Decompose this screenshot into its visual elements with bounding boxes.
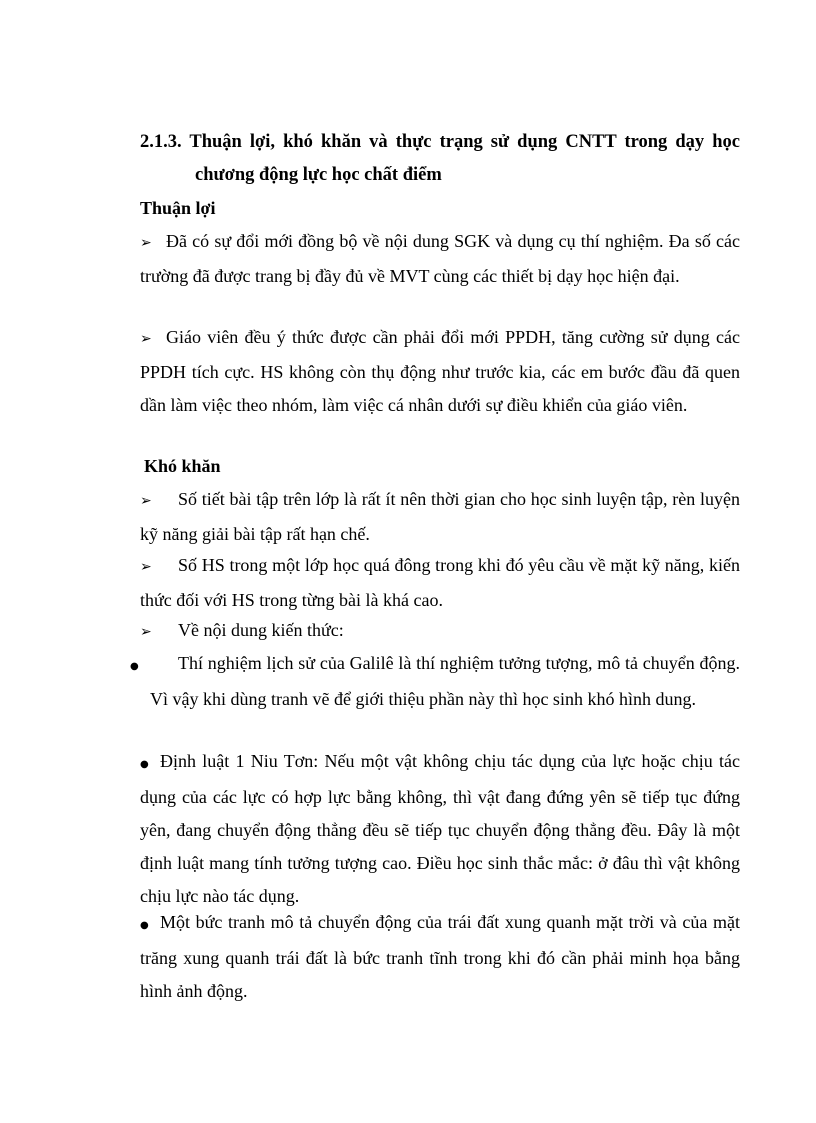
knowledge-point-1 [130,647,740,716]
knowledge-text-1: Thí nghiệm lịch sử của Galilê là thí nghiệm tưởng tượng, mô tả chuyển động. Vì vậy khi dùng tranh vẽ để giới thiệu phần này thì học sinh khó hình dung. [150,653,740,709]
knowledge-point-2 [140,745,740,913]
arrow-bullet-icon: ➢ [140,493,152,509]
bullet-icon: ● [140,920,149,931]
bullet-icon: ● [130,661,139,672]
knowledge-text-2: Định luật 1 Niu Tơn: Nếu một vật không chịu tác dụng của lực hoặc chịu tác dụng của các lực có hợp lực bằng không, thì vật đang đứng yên sẽ tiếp tục đứng yên, đang chuyển động thẳng đều sẽ tiếp tục chuyển động thẳng đều. Đây là một định luật mang tính tưởng tượng cao. Điều học sinh thắc mắc: ở đâu thì vật không chịu lực nào tác dụng. [140,751,740,906]
difficulty-text-1: Số tiết bài tập trên lớp là rất ít nên thời gian cho học sinh luyện tập, rèn luyện kỹ năng giải bài tập rất hạn chế. [140,489,740,544]
arrow-bullet-icon: ➢ [140,235,152,251]
section-heading-line1: 2.1.3. Thuận lợi, khó khăn và thực trạng sử dụng CNTT trong dạy học [140,132,740,152]
knowledge-text-3: Một bức tranh mô tả chuyển động của trái đất xung quanh mặt trời và của mặt trăng xung quanh trái đất là bức tranh tĩnh trong khi đó cần phải minh họa bằng hình ảnh động. [140,912,740,1001]
bullet-icon: ● [140,759,149,770]
difficulty-text-3: Về nội dung kiến thức: [178,620,344,640]
difficulty-item-1 [140,483,740,551]
advantages-title: Thuận lợi [140,198,216,218]
advantage-text-1: Đã có sự đổi mới đồng bộ về nội dung SGK và dụng cụ thí nghiệm. Đa số các trường đã được trang bị đầy đủ về MVT cùng các thiết bị dạy học hiện đại. [140,231,740,286]
arrow-bullet-icon: ➢ [140,624,152,640]
section-heading [140,126,740,192]
section-heading-line2: chương động lực học chất điểm [195,165,442,185]
arrow-bullet-icon: ➢ [140,559,152,575]
difficulties-title: Khó khăn [144,456,221,476]
arrow-bullet-icon: ➢ [140,331,152,347]
difficulty-item-3 [140,614,740,649]
advantage-item-2 [140,321,740,422]
advantage-item-1 [140,225,740,293]
advantage-text-2: Giáo viên đều ý thức được cần phải đổi mới PPDH, tăng cường sử dụng các PPDH tích cực. HS không còn thụ động như trước kia, các em bước đầu đã quen dần làm việc theo nhóm, làm việc cá nhân dưới sự điều khiển của giáo viên. [140,327,740,415]
knowledge-point-3 [140,906,740,1008]
difficulty-text-2: Số HS trong một lớp học quá đông trong khi đó yêu cầu về mặt kỹ năng, kiến thức đối với HS trong từng bài là khá cao. [140,555,740,610]
difficulty-item-2 [140,549,740,617]
